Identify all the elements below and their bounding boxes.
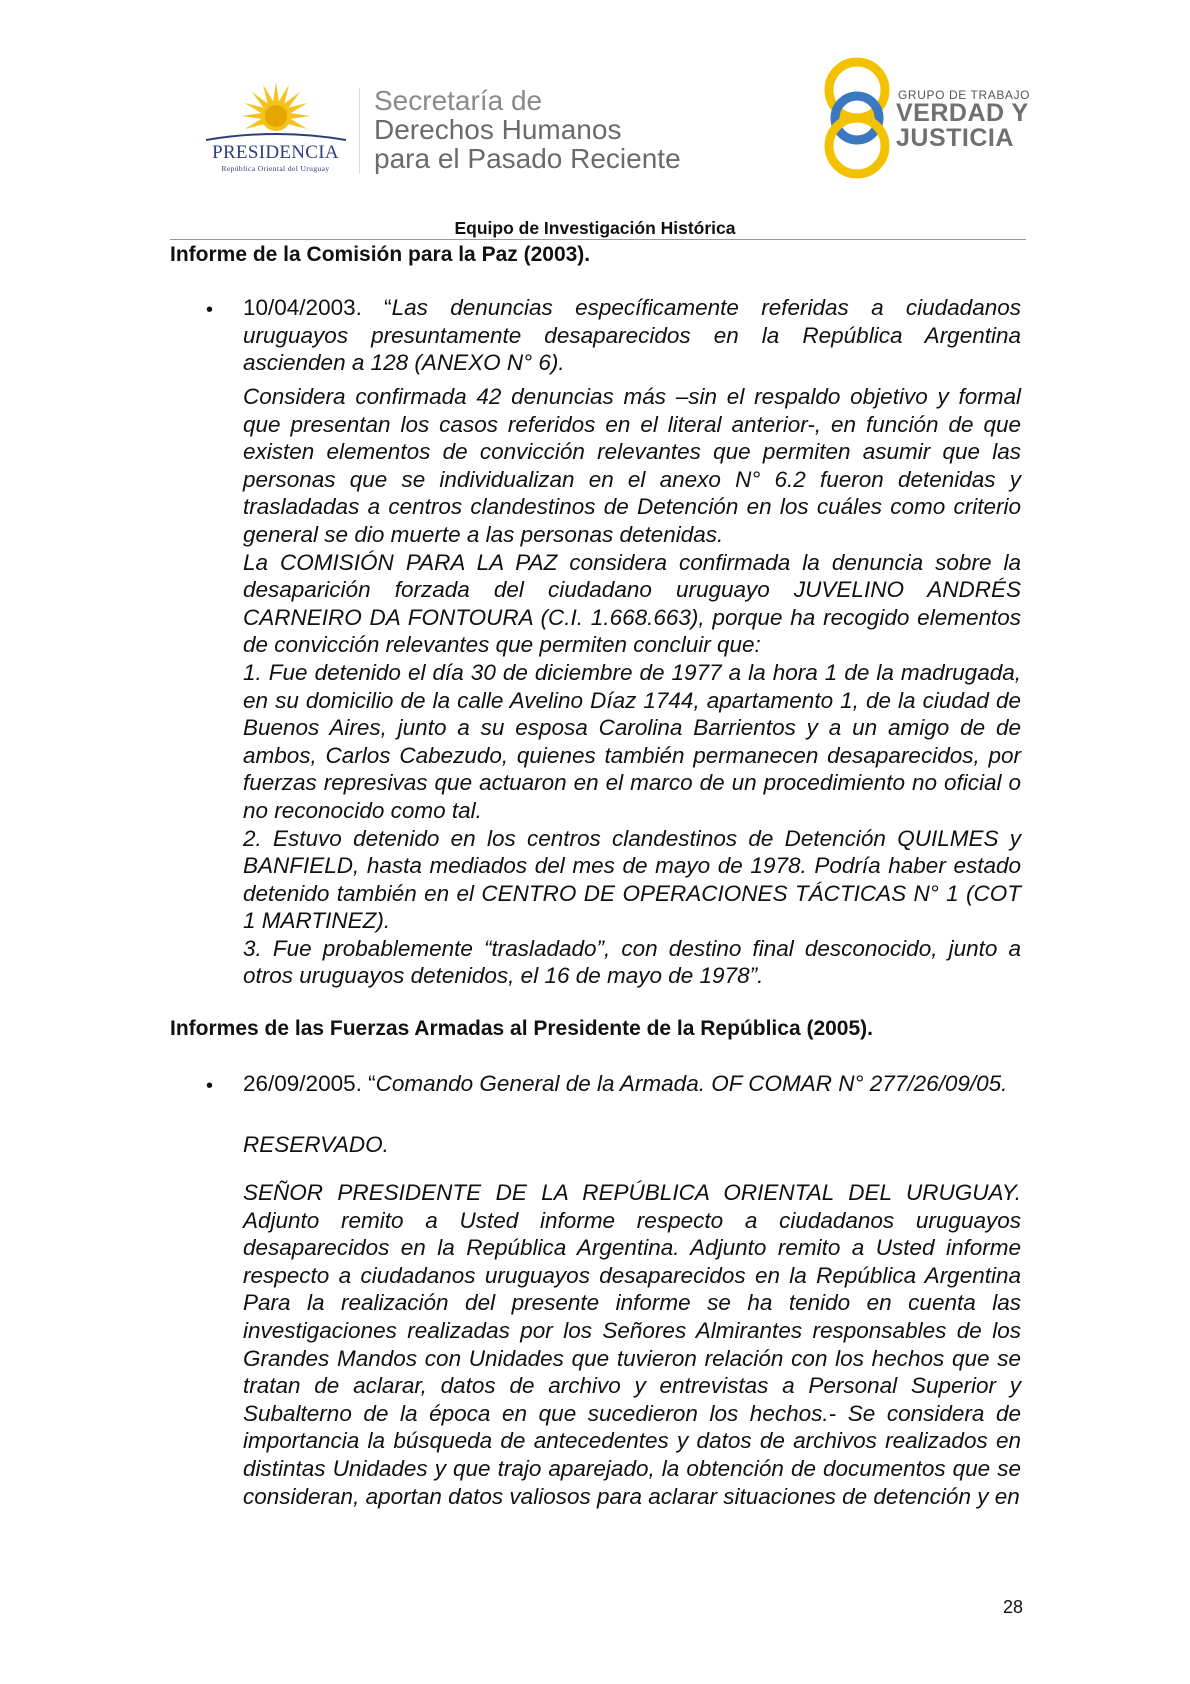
entry-2005-body: SEÑOR PRESIDENTE DE LA REPÚBLICA ORIENTAL DEL URUGUAY. Adjunto remito a Usted informe respecto a ciudadanos uruguayos desaparecidos en la República Argentina. Adjunto remito a Usted informe respecto a ciudadanos uruguayos desaparecidos en la República Argentina Para la realización del presente informe se ha tenido en cuenta las investigaciones realizadas por los Señores Almirantes responsables de los Grandes Mandos con Unidades que tuvieron relación con los hechos que se tratan de aclarar, datos de archivo y entrevistas a Personal Superior y Subalterno de la época en que sucedieron los hechos.- Se considera de importancia la búsqueda de antecedentes y datos de archivos realizados en distintas Unidades y que trajo aparejado, la obtención de documentos que se consideran, aportan datos valiosos para aclarar situaciones de detención y en — [243, 1180, 1021, 1509]
secretaria-line-1: Secretaría de — [374, 85, 543, 116]
team-name: Equipo de Investigación Histórica — [454, 218, 736, 238]
body-paragraph: 2. Estuvo detenido en los centros clandestinos de Detención QUILMES y BANFIELD, hasta mediados del mes de mayo de 1978. Podría haber estado detenido también en el CENTRO DE OPERACIONES TÁCTICAS N° 1 (COT 1 MARTINEZ). — [243, 825, 1021, 934]
secretaria-line-2: Derechos Humanos — [374, 114, 622, 145]
presidencia-subtitle: República Oriental del Uruguay — [221, 164, 330, 173]
bullet-icon: • — [206, 1075, 214, 1097]
verdad-justicia-rings-logo — [818, 56, 896, 180]
entry-date: 26/09/2005. “ — [243, 1071, 376, 1096]
gtvj-line-1: VERDAD Y — [896, 99, 1029, 127]
entry-2003-body — [243, 383, 1021, 990]
entry-quote: Comando General de la Armada. OF COMAR N° 277/26/09/05. — [375, 1071, 1008, 1096]
reservado-label: RESERVADO. — [243, 1132, 389, 1157]
entry-2005-intro — [243, 1070, 1021, 1098]
gtvj-small-label: GRUPO DE TRABAJO — [898, 88, 1031, 102]
entry-2003-intro — [243, 294, 1021, 377]
gtvj-big-label — [896, 101, 1029, 151]
secretaria-line-3: para el Pasado Reciente — [374, 143, 681, 174]
presidencia-name: PRESIDENCIA — [212, 142, 339, 163]
section-heading-fuerzas-armadas: Informes de las Fuerzas Armadas al Presidente de la República (2005). — [170, 1017, 873, 1040]
secretaria-title — [374, 86, 681, 173]
section-heading-comision: Informe de la Comisión para la Paz (2003). — [170, 243, 591, 266]
header-divider — [359, 88, 360, 174]
body-paragraph: 3. Fue probablemente “trasladado”, con destino final desconocido, junto a otros uruguayos detenidos, el 16 de mayo de 1978”. — [243, 935, 1021, 989]
page-number: 28 — [1003, 1597, 1024, 1617]
entry-date: 10/04/2003. “ — [243, 295, 392, 320]
gtvj-line-2: JUSTICIA — [896, 124, 1014, 152]
bullet-icon: • — [206, 299, 214, 321]
header-rule — [170, 239, 1026, 240]
entry-quote: Las denuncias específicamente referidas a ciudadanos uruguayos presuntamente desaparecidos en la República Argentina ascienden a 128 (ANEXO N° 6). — [243, 295, 1021, 376]
body-paragraph: Considera confirmada 42 denuncias más –sin el respaldo objetivo y formal que presentan los casos referidos en el literal anterior-, en función de que existen elementos de convicción relevantes que permiten asumir que las personas que se individualizan en el anexo N° 6.2 fueron detenidas y trasladadas a centros clandestinos de Detención en los cuáles como criterio general se dio muerte a las personas detenidas. — [243, 384, 1021, 547]
body-paragraph: La COMISIÓN PARA LA PAZ considera confirmada la denuncia sobre la desaparición forzada del ciudadano uruguayo JUVELINO ANDRÉS CARNEIRO DA FONTOURA (C.I. 1.668.663), porque ha recogido elementos de convicción relevantes que permiten concluir que: — [243, 549, 1021, 658]
body-paragraph: 1. Fue detenido el día 30 de diciembre de 1977 a la hora 1 de la madrugada, en su domicilio de la calle Avelino Díaz 1744, apartamento 1, de la ciudad de Buenos Aires, junto a su esposa Carolina Barrientos y a un amigo de de ambos, Carlos Cabezudo, quienes también permanecen desaparecidos, por fuerzas represivas que actuaron en el marco de un procedimiento no oficial o no reconocido como tal. — [243, 659, 1021, 823]
